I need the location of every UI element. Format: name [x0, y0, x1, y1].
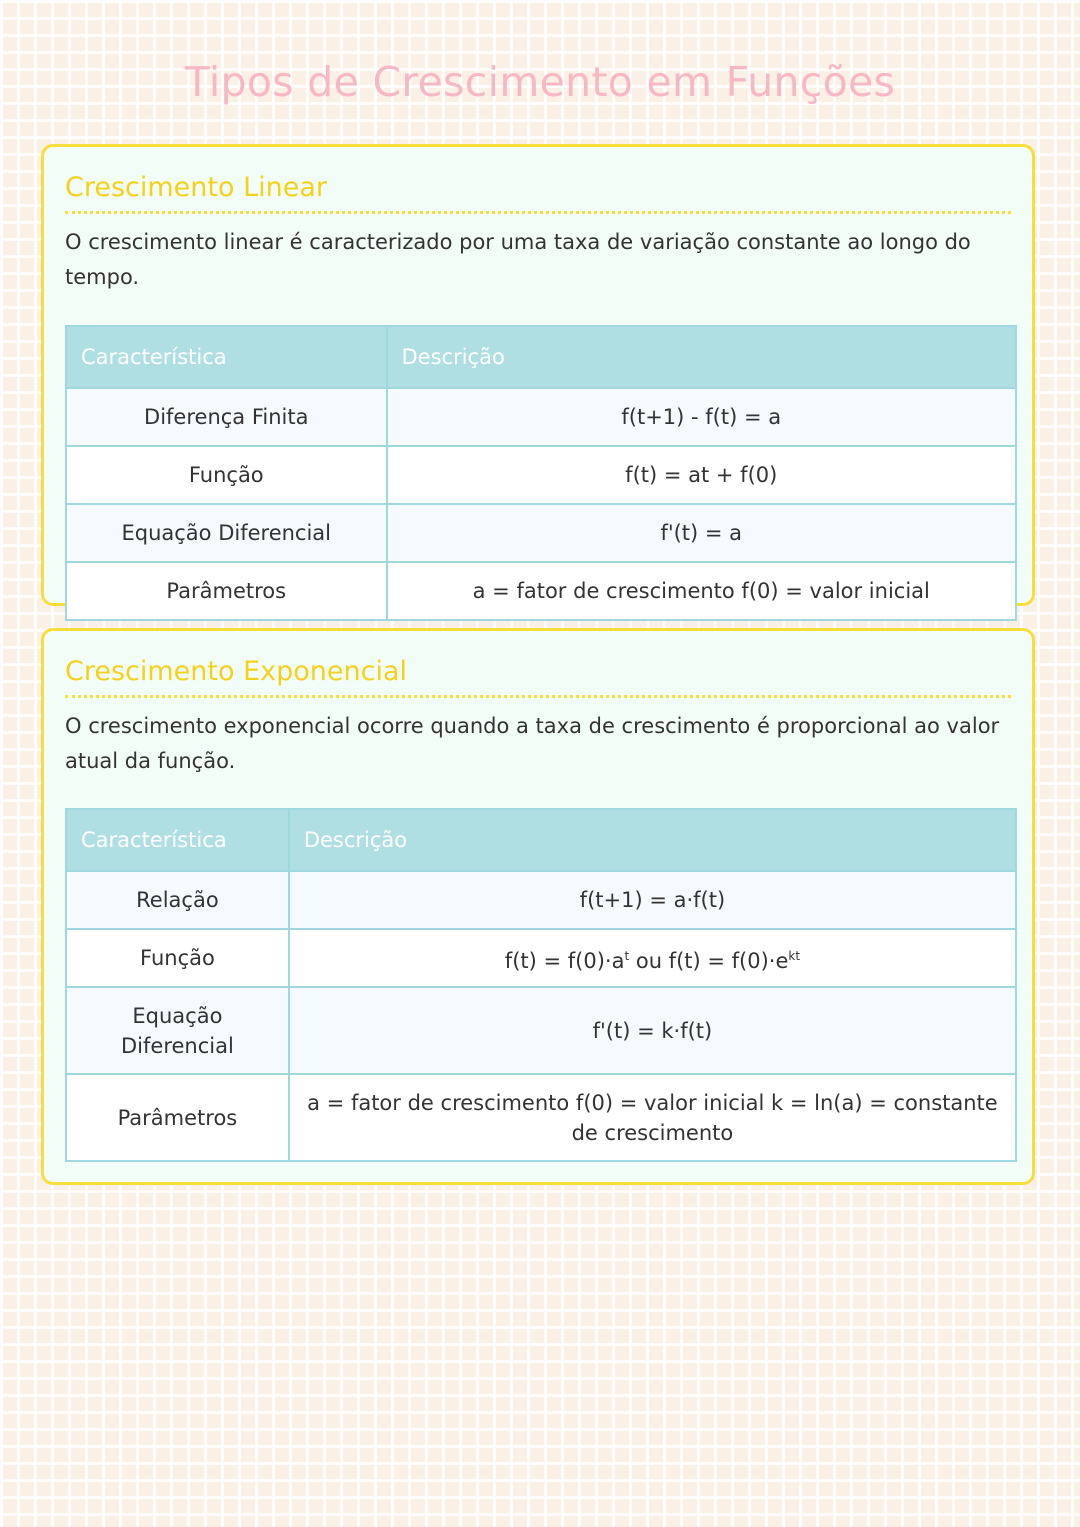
feature-cell: Equação Diferencial: [66, 504, 387, 562]
formula-text: ou f(t) = f(0)·e: [629, 948, 789, 973]
linear-section-title: Crescimento Linear: [65, 171, 1011, 214]
table-row: [66, 871, 1016, 929]
feature-cell: Parâmetros: [66, 562, 387, 620]
feature-cell: Função: [66, 929, 289, 987]
table-row: [66, 987, 1016, 1074]
linear-section-description: O crescimento linear é caracterizado por uma taxa de variação constante ao longo do tempo.: [65, 230, 971, 289]
exponential-section-title: Crescimento Exponencial: [65, 655, 1011, 698]
linear-table-header-row: [66, 326, 1016, 388]
linear-growth-card: [41, 144, 1035, 606]
exponential-table-header-row: [66, 809, 1016, 871]
table-row: [66, 929, 1016, 987]
page-title: Tipos de Crescimento em Funções: [184, 58, 896, 106]
exponential-header-description: Descrição: [289, 809, 1016, 871]
feature-cell: Diferença Finita: [66, 388, 387, 446]
description-cell: f'(t) = k·f(t): [289, 987, 1016, 1074]
description-cell: f(t+1) - f(t) = a: [387, 388, 1016, 446]
description-cell: f'(t) = a: [387, 504, 1016, 562]
feature-cell: Função: [66, 446, 387, 504]
exponent: t: [624, 948, 630, 963]
exponential-growth-card: [41, 628, 1035, 1185]
exponent: kt: [788, 948, 801, 963]
exponential-section-description: O crescimento exponencial ocorre quando a taxa de crescimento é proporcional ao valor atual da função.: [65, 714, 1000, 773]
feature-cell: Parâmetros: [66, 1074, 289, 1161]
linear-table: [65, 325, 1017, 621]
description-cell: a = fator de crescimento f(0) = valor inicial k = ln(a) = constante de crescimento: [289, 1074, 1016, 1161]
table-row: [66, 388, 1016, 446]
feature-cell: Equação Diferencial: [66, 987, 289, 1074]
feature-cell: Relação: [66, 871, 289, 929]
linear-header-description: Descrição: [387, 326, 1016, 388]
exponential-header-feature: Característica: [66, 809, 289, 871]
table-row: [66, 562, 1016, 620]
formula-text: f(t) = f(0)·a: [504, 948, 625, 973]
description-cell: f(t) = at + f(0): [387, 446, 1016, 504]
table-row: [66, 446, 1016, 504]
exponential-table: [65, 808, 1017, 1162]
description-cell: [289, 929, 1016, 987]
linear-header-feature: Característica: [66, 326, 387, 388]
table-row: [66, 504, 1016, 562]
description-cell: f(t+1) = a·f(t): [289, 871, 1016, 929]
description-cell: a = fator de crescimento f(0) = valor inicial: [387, 562, 1016, 620]
table-row: [66, 1074, 1016, 1161]
